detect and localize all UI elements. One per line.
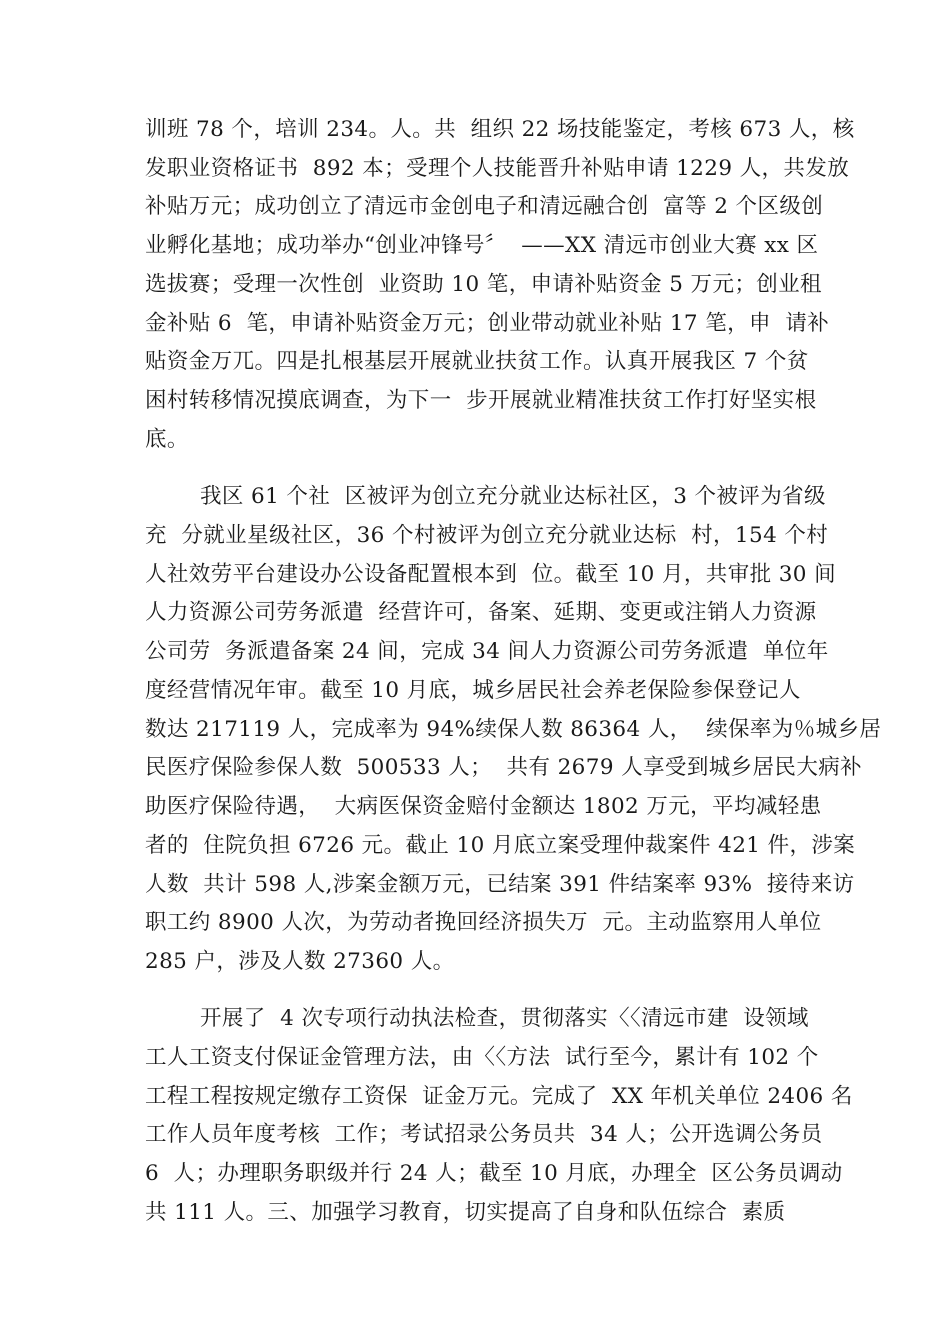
paragraph-1-line-5: 选拔赛；受理一次性创 业资助 10 笔，申请补贴资金 5 万元；创业租 [145,272,822,297]
paragraph-2-line-6: 度经营情况年审。截至 10 月底，城乡居民社会养老保险参保登记人 [145,678,801,703]
paragraph-2-line-1: 我区 61 个社 区被评为创立充分就业达标社区，3 个被评为省级 [200,484,826,509]
paragraph-2-line-11: 人数 共计 598 人,涉案金额万元，已结案 391 件结案率 93% 接待来访 [145,872,855,897]
paragraph-2-line-4: 人力资源公司劳务派遣 经营许可，备案、延期、变更或注销人力资源 [145,600,817,625]
paragraph-2-line-12: 职工约 8900 人次，为劳动者挽回经济损失万 元。主动监察用人单位 [145,910,822,935]
paragraph-2-line-7: 数达 217119 人，完成率为 94%续保人数 86364 人， 续保率为％城乡居 [145,717,882,742]
paragraph-1-line-2: 发职业资格证书 892 本；受理个人技能晋升补贴申请 1229 人，共发放 [145,156,850,181]
paragraph-3-line-1: 开展了 4 次专项行动执法检查，贯彻落实〈〈清远市建 设领域 [200,1006,809,1031]
paragraph-3-line-6: 共 111 人。三、加强学习教育，切实提高了自身和队伍综合 素质 [145,1200,786,1225]
paragraph-3-line-3: 工程工程按规定缴存工资保 证金万元。完成了 XX 年机关单位 2406 名 [145,1084,853,1109]
paragraph-1-line-4: 业孵化基地；成功举办“创业冲锋号〞 ——XX 清远市创业大赛 xx 区 [145,233,819,258]
paragraph-1-line-9: 底。 [145,427,189,452]
paragraph-1-line-1: 训班 78 个，培训 234。人。共 组织 22 场技能鉴定，考核 673 人，核 [145,117,855,142]
paragraph-2-line-9: 助医疗保险待遇， 大病医保资金赔付金额达 1802 万元，平均减轻患 [145,794,822,819]
paragraph-2-line-8: 民医疗保险参保人数 500533 人； 共有 2679 人享受到城乡居民大病补 [145,755,863,780]
paragraph-1-line-6: 金补贴 6 笔，申请补贴资金万元；创业带动就业补贴 17 笔，申 请补 [145,311,830,336]
paragraph-2-line-13: 285 户，涉及人数 27360 人。 [145,949,455,974]
paragraph-1-line-3: 补贴万元；成功创立了清远市金创电子和清远融合创 富等 2 个区级创 [145,194,824,219]
paragraph-1-line-7: 贴资金万兀。四是扎根基层开展就业扶贫工作。认真开展我区 7 个贫 [145,349,809,374]
paragraph-2-line-5: 公司劳 务派遣备案 24 间，完成 34 间人力资源公司劳务派遣 单位年 [145,639,829,664]
paragraph-3-line-2: 工人工资支付保证金管理方法，由〈〈方法 试行至今，累计有 102 个 [145,1045,819,1070]
paragraph-3-line-4: 工作人员年度考核 工作；考试招录公务员共 34 人；公开选调公务员 [145,1122,823,1147]
paragraph-2-line-3: 人社效劳平台建设办公设备配置根本到 位。截至 10 月，共审批 30 间 [145,562,837,587]
paragraph-3-line-5: 6 人；办理职务职级并行 24 人；截至 10 月底，办理全 区公务员调动 [145,1161,843,1186]
paragraph-2-line-2: 充 分就业星级社区，36 个村被评为创立充分就业达标 村，154 个村 [145,523,829,548]
paragraph-2-line-10: 者的 住院负担 6726 元。截止 10 月底立案受理仲裁案件 421 件，涉案 [145,833,856,858]
paragraph-1-line-8: 困村转移情况摸底调查，为下一 步开展就业精准扶贫工作打好坚实根 [145,388,817,413]
